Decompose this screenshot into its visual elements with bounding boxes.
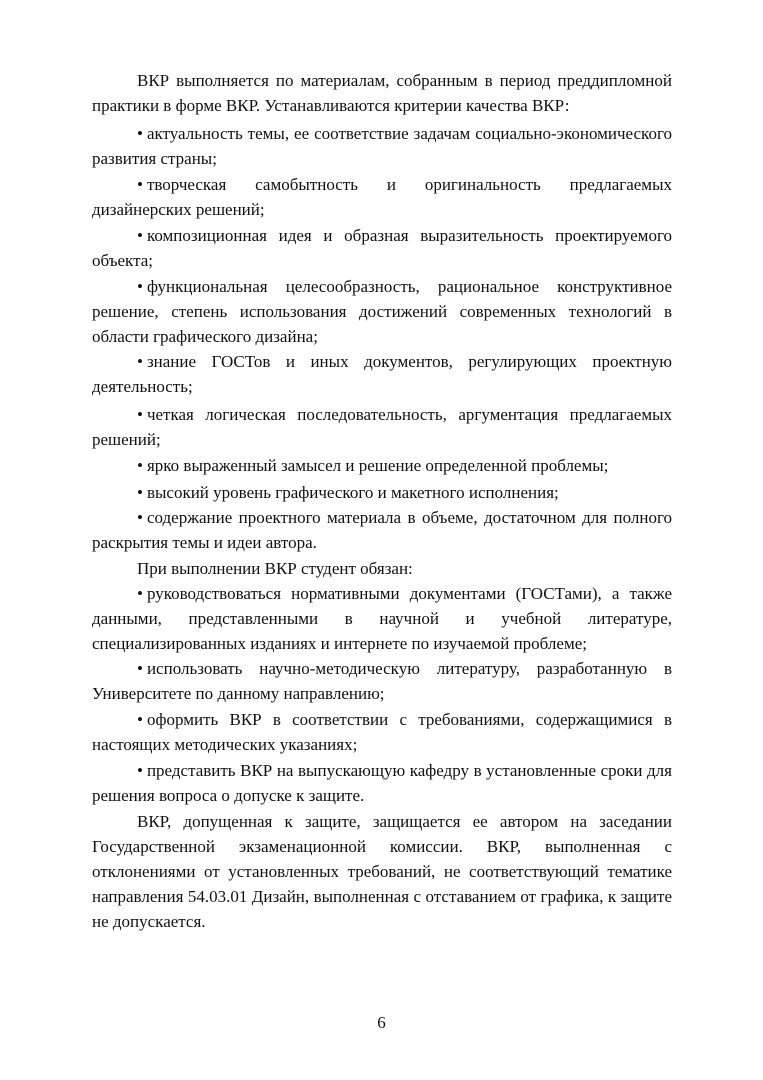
intro-paragraph: ВКР выполняется по материалам, собранным в период преддипломной практики в форме ВКР. Устанавливаются критерии качества ВКР: (92, 71, 672, 115)
obligation-item (92, 758, 672, 808)
criteria-item (92, 223, 672, 273)
bullet-icon: • (137, 405, 143, 424)
bullet-icon: • (137, 483, 143, 502)
bullet-icon: • (137, 761, 143, 780)
bullet-icon: • (137, 456, 143, 475)
criteria-item-text: актуальность темы, ее соответствие задачам социально-экономического развития страны; (92, 124, 672, 168)
obligation-item-text: оформить ВКР в соответствии с требованиями, содержащимися в настоящих методических указаниях; (92, 710, 672, 754)
bullet-icon: • (137, 124, 143, 143)
obligation-item-text: использовать научно-методическую литературу, разработанную в Университете по данному направлению; (92, 659, 672, 703)
obligation-item-text: руководствоваться нормативными документами (ГОСТами), а также данными, представленными в научной и учебной литературе, специализированных изданиях и интернете по изучаемой проблеме; (92, 584, 672, 653)
criteria-item-text: знание ГОСТов и иных документов, регулирующих проектную деятельность; (92, 352, 672, 396)
bullet-icon: • (137, 508, 143, 527)
criteria-item (92, 121, 672, 171)
criteria-item (92, 453, 672, 478)
criteria-item-text: ярко выраженный замысел и решение определенной проблемы; (146, 456, 609, 475)
criteria-item-text: функциональная целесообразность, рациональное конструктивное решение, степень использования достижений современных технологий в области графического дизайна; (92, 277, 672, 346)
page-number: 6 (377, 1013, 386, 1032)
criteria-item-text: композиционная идея и образная выразительность проектируемого объекта; (92, 226, 672, 270)
bullet-icon: • (137, 710, 143, 729)
criteria-item (92, 480, 672, 505)
bullet-icon: • (137, 277, 143, 296)
bullet-icon: • (137, 175, 143, 194)
obligation-item (92, 581, 672, 656)
criteria-item-text: содержание проектного материала в объеме, достаточном для полного раскрытия темы и идеи автора. (92, 508, 672, 552)
criteria-item (92, 274, 672, 349)
criteria-item (92, 349, 672, 399)
obligation-item (92, 707, 672, 757)
obligations-intro: При выполнении ВКР студент обязан: (137, 559, 413, 578)
bullet-icon: • (137, 659, 143, 678)
obligation-item (92, 656, 672, 706)
criteria-item-text: высокий уровень графического и макетного исполнения; (146, 483, 559, 502)
bullet-icon: • (137, 584, 143, 603)
criteria-item-text: творческая самобытность и оригинальность предлагаемых дизайнерских решений; (92, 175, 672, 219)
closing-paragraph: ВКР, допущенная к защите, защищается ее автором на заседании Государственной экзаменационной комиссии. ВКР, выполненная с отклонениями от установленных требований, не соответствующий тематике направления 54.03.01 Дизайн, выполненная с отставанием от графика, к защите не допускается. (92, 812, 672, 931)
criteria-item-text: четкая логическая последовательность, аргументация предлагаемых решений; (92, 405, 672, 449)
criteria-item (92, 505, 672, 555)
criteria-item (92, 172, 672, 222)
obligation-item-text: представить ВКР на выпускающую кафедру в установленные сроки для решения вопроса о допуске к защите. (92, 761, 672, 805)
criteria-item (92, 402, 672, 452)
bullet-icon: • (137, 226, 143, 245)
bullet-icon: • (137, 352, 143, 371)
